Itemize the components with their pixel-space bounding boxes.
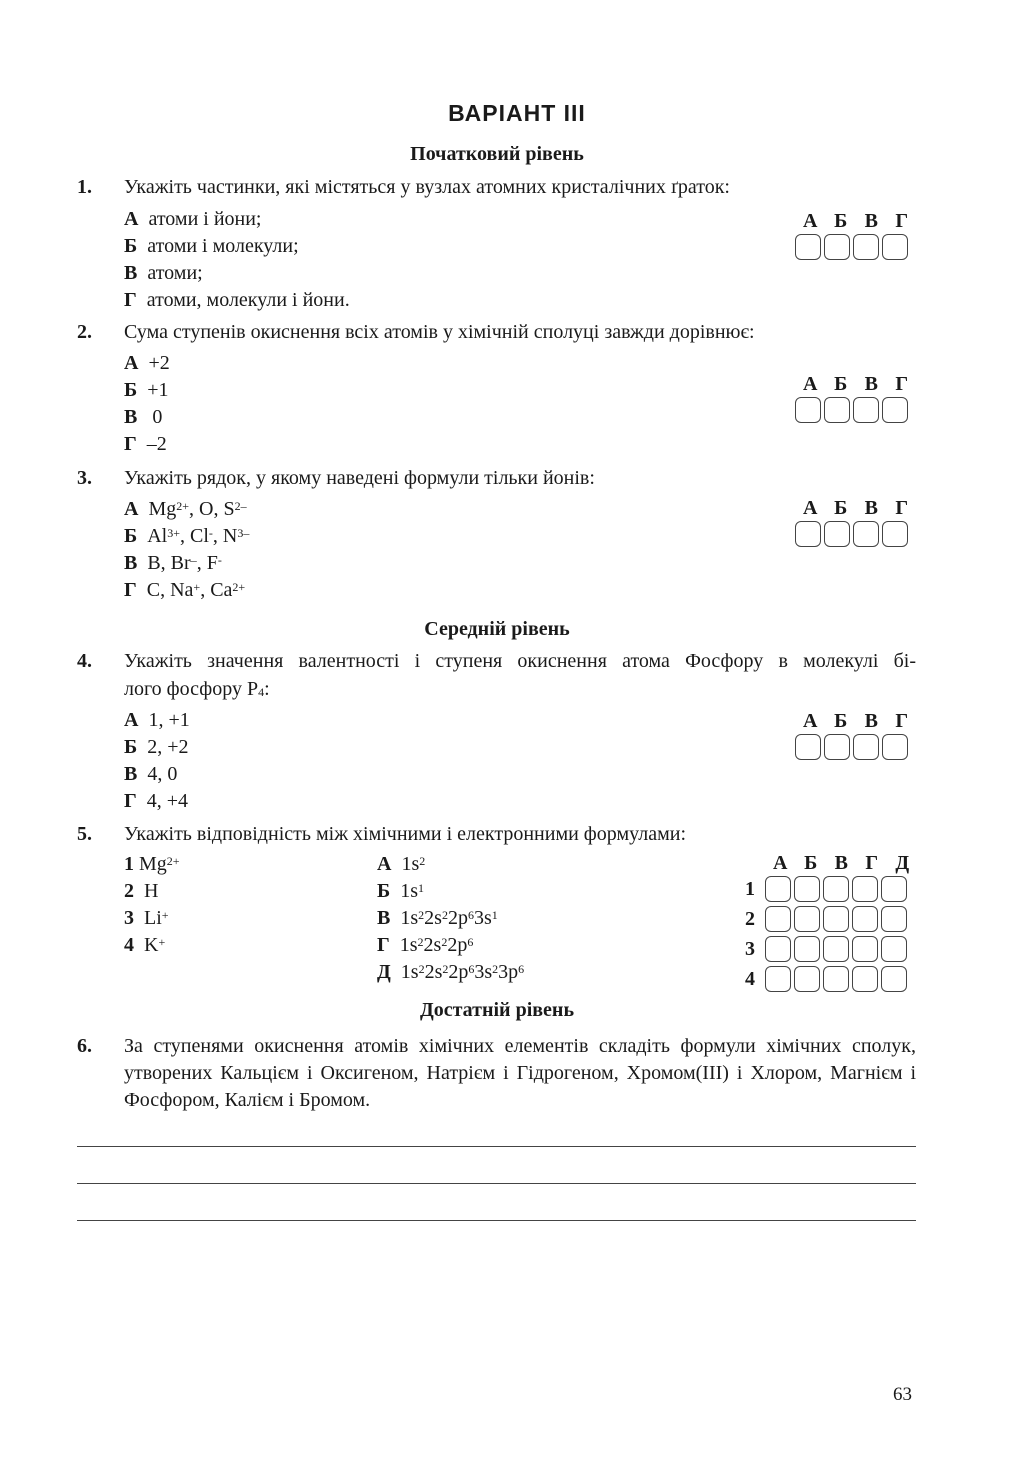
q3-answer-grid [795,497,917,547]
answer-box-d[interactable] [882,397,908,423]
q3-option-c: В B, Br–, F- [124,552,222,574]
q5-right-c: В $1s^22s^22p^63s^1$ [377,907,498,929]
answer-box-c[interactable] [853,234,879,260]
answer-box[interactable] [765,966,791,992]
answer-box-a[interactable] [795,397,821,423]
answer-box-d[interactable] [882,521,908,547]
question-4-text: Укажіть значення валентності і ступеня окиснення атома Фосфору в молекулі бі- [124,650,916,672]
q3-option-b: Б $Al^{3+}$, Cl-, $N^{3-}$ [124,525,250,547]
q2-option-b: Б +1 [124,379,169,401]
answer-box[interactable] [823,876,849,902]
q1-answer-grid [795,210,917,260]
answer-grid-header: А Б В Г [803,497,909,519]
question-2-number: 2. [77,321,92,343]
answer-box[interactable] [852,966,878,992]
answer-box-a[interactable] [795,234,821,260]
q4-option-d: Г 4, +4 [124,790,189,812]
q1-option-d: Г атоми, молекули і йони. [124,289,350,311]
answer-box[interactable] [794,876,820,902]
q4-option-c: В 4, 0 [124,763,178,785]
question-3-text: Укажіть рядок, у якому наведені формули тільки йонів: [124,467,595,489]
page-title: ВАРІАНТ ІІІ [448,100,586,126]
q2-option-d: Г –2 [124,433,167,455]
answer-box[interactable] [794,936,820,962]
answer-box[interactable] [823,966,849,992]
answer-box-c[interactable] [853,397,879,423]
answer-box[interactable] [852,936,878,962]
answer-box[interactable] [823,906,849,932]
section-sufficient-heading: Достатній рівень [419,999,575,1021]
page-number: 63 [893,1384,912,1405]
section-middle-heading: Середній рівень [424,618,570,640]
answer-box[interactable] [881,876,907,902]
q2-option-c: В 0 [124,406,163,428]
section-basic-heading: Початковий рівень [410,143,584,165]
q1-option-b: Б атоми і молекули; [124,235,299,257]
answer-box-a[interactable] [795,521,821,547]
answer-box-a[interactable] [795,734,821,760]
matrix-row-3: 3 [745,936,918,962]
answer-box-d[interactable] [882,234,908,260]
question-5-number: 5. [77,823,92,845]
answer-grid-header: А Б В Г [803,710,909,732]
answer-box[interactable] [765,906,791,932]
q3-option-d: Г C, Na+, $Ca^{2+}$ [124,579,246,601]
answer-line-1[interactable] [77,1146,916,1147]
answer-box-c[interactable] [853,734,879,760]
q2-option-a: А +2 [124,352,170,374]
q2-answer-grid [795,373,917,423]
answer-box-b[interactable] [824,234,850,260]
question-5-text: Укажіть відповідність між хімічними і електронними формулами: [124,823,687,845]
answer-box-c[interactable] [853,521,879,547]
answer-box[interactable] [765,936,791,962]
question-1-number: 1. [77,176,92,198]
answer-box-d[interactable] [882,734,908,760]
q4-option-b: Б 2, +2 [124,736,189,758]
q5-right-d: Г $1s^22s^22p^6$ [377,934,474,956]
answer-box[interactable] [852,906,878,932]
q5-left-1: 1 $Mg^{2+}$ [124,853,180,875]
answer-box[interactable] [881,906,907,932]
question-4-text-line2: лого фосфору $P_4$: [124,678,270,700]
answer-line-2[interactable] [77,1183,916,1184]
answer-box[interactable] [852,876,878,902]
q5-right-a: А $1s^2$ [377,853,426,875]
question-3-number: 3. [77,467,92,489]
answer-grid-header: А Б В Г [803,373,909,395]
matrix-row-4: 4 [745,966,918,992]
q5-left-4: 4 K+ [124,934,166,956]
q5-right-b: Б $1s^1$ [377,880,425,902]
q1-option-c: В атоми; [124,262,203,284]
answer-box[interactable] [823,936,849,962]
q3-option-a: А $Mg^{2+}$, O, $S^{2-}$ [124,498,247,520]
q1-option-a: А атоми і йони; [124,208,262,230]
question-4-number: 4. [77,650,92,672]
answer-box-b[interactable] [824,734,850,760]
answer-grid-header: А Б В Г Д [773,852,910,874]
answer-box-b[interactable] [824,521,850,547]
q5-left-2: 2 H [124,880,159,902]
q5-answer-matrix [745,852,918,992]
answer-box[interactable] [881,936,907,962]
question-2-text: Сума ступенів окиснення всіх атомів у хімічній сполуці завжди дорівнює: [124,321,755,343]
question-1-text: Укажіть частинки, які містяться у вузлах атомних кристалічних ґраток: [124,176,730,198]
q5-right-e: Д $1s^22s^22p^63s^23p^6$ [377,961,525,983]
answer-box[interactable] [881,966,907,992]
answer-box-b[interactable] [824,397,850,423]
matrix-row-2: 2 [745,906,918,932]
q4-answer-grid [795,710,917,760]
answer-box[interactable] [794,966,820,992]
matrix-row-1: 1 [745,876,918,902]
answer-box[interactable] [765,876,791,902]
answer-grid-header: А Б В Г [803,210,909,232]
question-6-number: 6. [77,1035,92,1057]
q5-left-3: 3 Li+ [124,907,169,929]
answer-line-3[interactable] [77,1220,916,1221]
question-6-text: За ступенями окиснення атомів хімічних елементів складіть формули хімічних сполук, утворених Кальцієм і Оксигеном, Натрієм і Гідрогеном, Хромом(ІІІ) і Хлором, Магнієм і Фосфором, Калієм і Бромом. [124,1035,916,1111]
answer-box[interactable] [794,906,820,932]
q4-option-a: А 1, +1 [124,709,190,731]
